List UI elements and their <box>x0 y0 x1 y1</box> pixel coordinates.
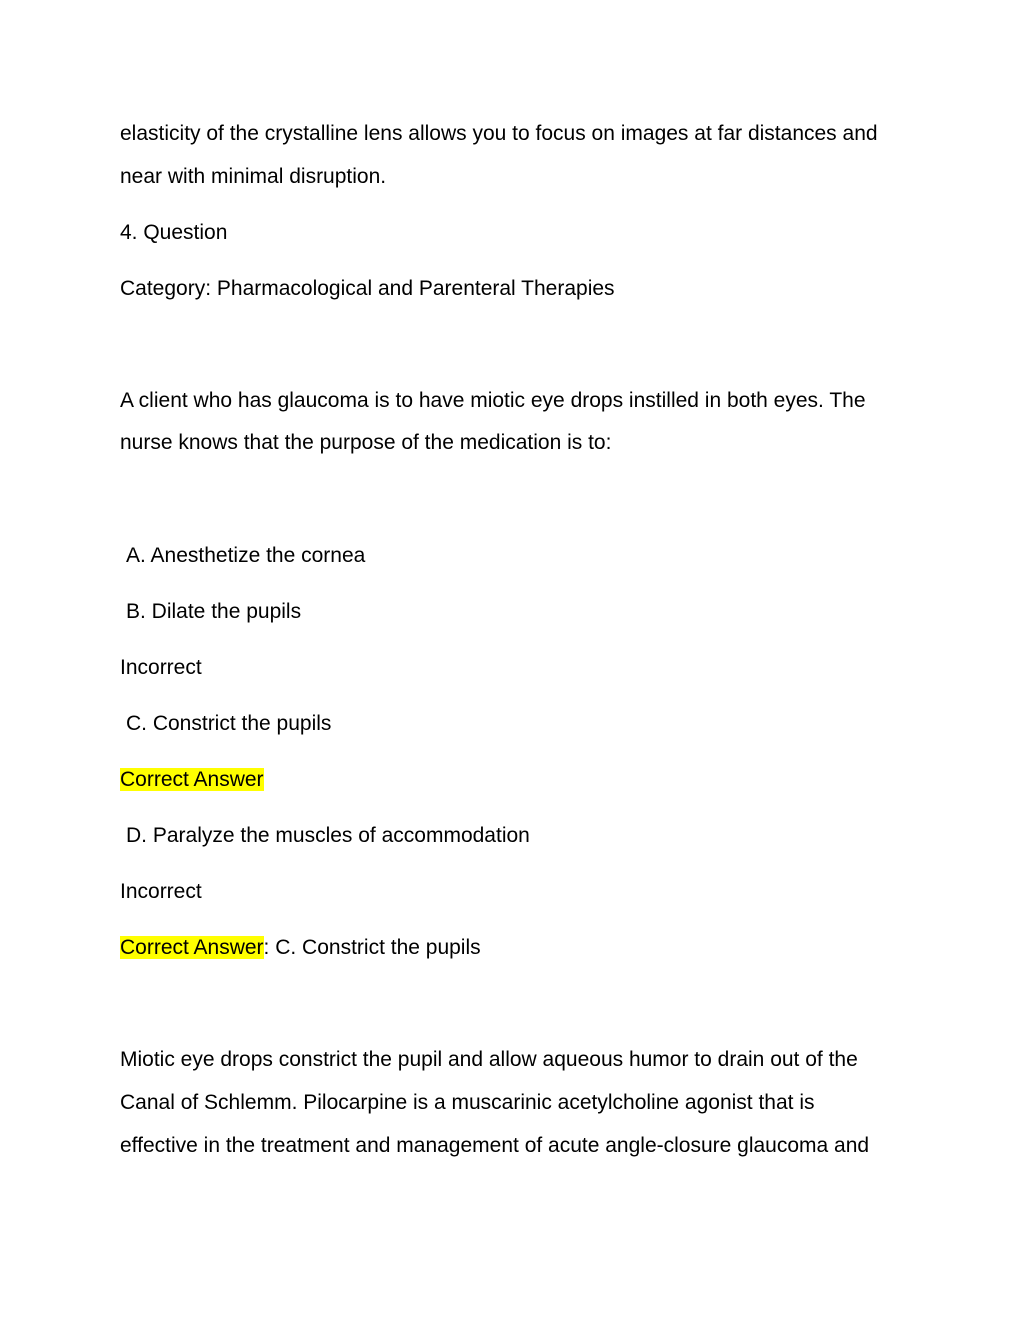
answer-label-highlight: Correct Answer <box>120 936 264 959</box>
question-stem-line-2: nurse knows that the purpose of the medication is to: <box>120 431 612 454</box>
answer-value: : C. Constrict the pupils <box>263 936 481 959</box>
option-b-feedback: Incorrect <box>120 656 202 679</box>
rationale-line-3: effective in the treatment and management of acute angle-closure glaucoma and <box>120 1134 870 1157</box>
question-stem-line-1: A client who has glaucoma is to have miotic eye drops instilled in both eyes. The <box>120 389 866 412</box>
option-d-feedback: Incorrect <box>120 880 202 903</box>
continuation-line-1: elasticity of the crystalline lens allows you to focus on images at far distances and <box>120 122 878 145</box>
answer-line <box>120 934 481 962</box>
rationale-line-1: Miotic eye drops constrict the pupil and allow aqueous humor to drain out of the <box>120 1048 858 1071</box>
question-number: 4. Question <box>120 221 228 244</box>
option-a: A. Anesthetize the cornea <box>126 544 366 567</box>
option-c: C. Constrict the pupils <box>126 712 332 735</box>
option-c-feedback <box>120 766 264 794</box>
correct-answer-highlight: Correct Answer <box>120 768 264 791</box>
rationale-line-2: Canal of Schlemm. Pilocarpine is a muscarinic acetylcholine agonist that is <box>120 1091 815 1114</box>
option-b: B. Dilate the pupils <box>126 600 302 623</box>
continuation-line-2: near with minimal disruption. <box>120 165 387 188</box>
question-category: Category: Pharmacological and Parenteral Therapies <box>120 277 615 300</box>
document-page <box>120 0 900 1320</box>
option-d: D. Paralyze the muscles of accommodation <box>126 824 530 847</box>
